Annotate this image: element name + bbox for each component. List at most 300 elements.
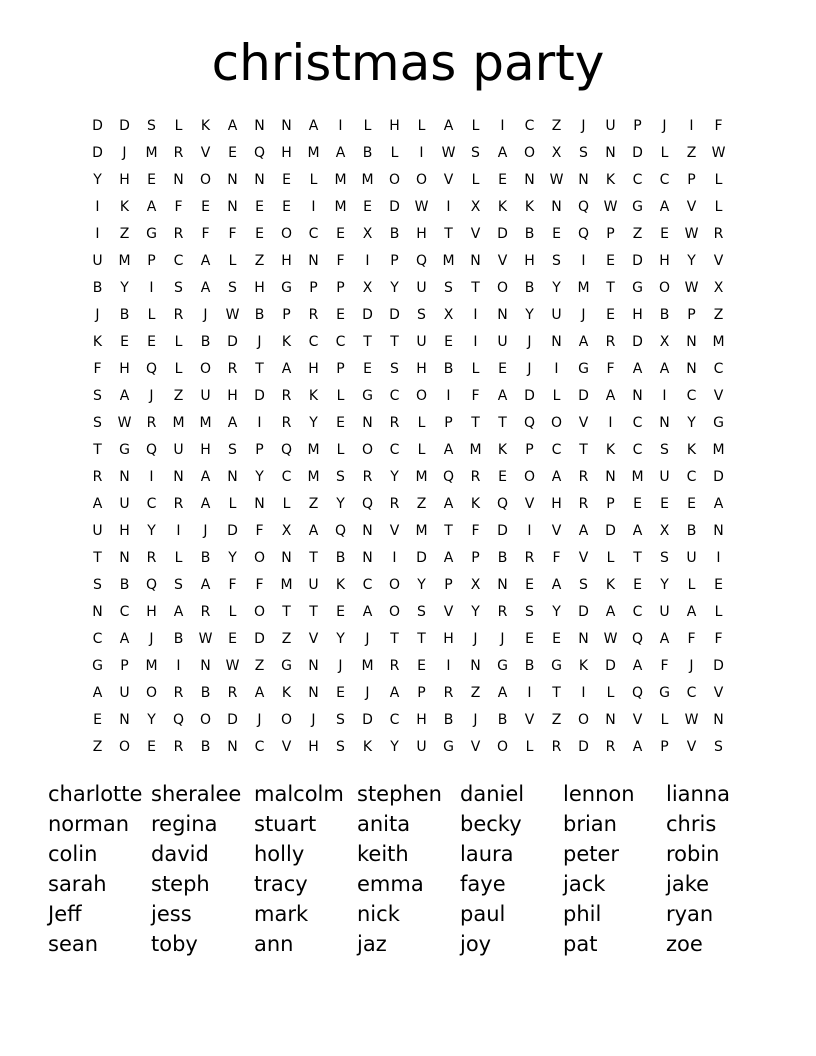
grid-letter: U (92, 252, 103, 269)
grid-letter: B (254, 306, 265, 323)
grid-letter: R (605, 333, 616, 350)
grid-letter: A (659, 360, 670, 377)
grid-row (84, 706, 734, 733)
grid-letter: I (149, 279, 154, 296)
word-list-item: sean (48, 932, 99, 956)
grid-letter: V (443, 171, 454, 188)
grid-letter: V (713, 684, 724, 701)
grid-letter: E (336, 603, 345, 620)
grid-letter: J (473, 711, 478, 728)
grid-letter: E (228, 144, 237, 161)
grid-letter: E (444, 333, 453, 350)
grid-letter: B (200, 549, 211, 566)
grid-letter: L (336, 387, 345, 404)
grid-letter: A (659, 198, 670, 215)
grid-letter: C (686, 387, 697, 404)
grid-letter: S (525, 603, 534, 620)
grid-letter: Q (523, 414, 536, 431)
grid-letter: J (527, 333, 532, 350)
grid-letter: U (686, 549, 697, 566)
word-list-item: joy (460, 932, 492, 956)
grid-letter: D (389, 198, 400, 215)
grid-letter: N (713, 522, 724, 539)
grid-letter: B (200, 684, 211, 701)
grid-letter: B (443, 360, 454, 377)
grid-letter: I (473, 333, 478, 350)
grid-row (84, 517, 734, 544)
grid-letter: C (389, 711, 400, 728)
grid-letter: J (365, 684, 370, 701)
grid-letter: H (416, 225, 427, 242)
grid-letter: C (632, 414, 643, 431)
grid-letter: H (254, 279, 265, 296)
grid-letter: C (308, 333, 319, 350)
grid-letter: K (308, 387, 319, 404)
grid-letter: L (687, 576, 696, 593)
grid-letter: A (173, 603, 184, 620)
grid-letter: A (200, 576, 211, 593)
grid-letter: X (659, 333, 670, 350)
word-list-item: colin (48, 842, 98, 866)
grid-letter: F (228, 225, 237, 242)
grid-letter: V (281, 738, 292, 755)
grid-letter: J (365, 630, 370, 647)
grid-letter: J (311, 711, 316, 728)
grid-letter: F (174, 198, 183, 215)
grid-letter: T (363, 333, 372, 350)
grid-letter: K (497, 441, 508, 458)
grid-letter: D (497, 225, 508, 242)
grid-letter: P (525, 441, 534, 458)
grid-letter: O (280, 225, 293, 242)
grid-letter: Q (145, 576, 158, 593)
word-list-item: sheralee (151, 782, 242, 806)
grid-letter: Z (254, 252, 265, 269)
grid-letter: E (147, 333, 156, 350)
grid-letter: U (551, 306, 562, 323)
grid-letter: A (713, 495, 724, 512)
grid-letter: A (200, 468, 211, 485)
grid-letter: A (659, 630, 670, 647)
grid-letter: U (416, 279, 427, 296)
grid-letter: H (659, 252, 670, 269)
grid-letter: V (443, 603, 454, 620)
grid-letter: R (173, 225, 184, 242)
grid-row (84, 139, 734, 166)
grid-letter: Q (442, 468, 455, 485)
grid-letter: Q (334, 522, 347, 539)
grid-letter: E (363, 360, 372, 377)
grid-letter: R (92, 468, 103, 485)
grid-letter: B (686, 522, 697, 539)
grid-letter: V (470, 738, 481, 755)
grid-letter: D (227, 333, 238, 350)
grid-letter: D (389, 306, 400, 323)
grid-row (84, 355, 734, 382)
grid-letter: T (471, 279, 480, 296)
word-list-item: jaz (357, 932, 387, 956)
grid-letter: F (201, 225, 210, 242)
grid-letter: L (174, 360, 183, 377)
grid-letter: A (308, 117, 319, 134)
grid-letter: N (578, 171, 589, 188)
grid-letter: E (147, 738, 156, 755)
grid-letter: K (362, 738, 373, 755)
grid-letter: L (417, 414, 426, 431)
word-list-item: ryan (666, 902, 714, 926)
grid-letter: T (498, 414, 507, 431)
grid-letter: H (416, 711, 427, 728)
grid-letter: P (120, 657, 129, 674)
grid-letter: W (198, 630, 213, 647)
grid-letter: Z (416, 495, 427, 512)
grid-letter: P (336, 360, 345, 377)
grid-letter: E (525, 630, 534, 647)
grid-letter: O (199, 360, 212, 377)
grid-letter: L (228, 603, 237, 620)
grid-letter: W (117, 414, 132, 431)
grid-letter: P (336, 279, 345, 296)
grid-letter: F (336, 252, 345, 269)
grid-letter: B (524, 225, 535, 242)
grid-letter: V (551, 522, 562, 539)
grid-letter: P (471, 549, 480, 566)
grid-letter: A (497, 144, 508, 161)
grid-letter: U (605, 117, 616, 134)
grid-letter: W (603, 630, 618, 647)
grid-letter: X (281, 522, 292, 539)
grid-letter: R (146, 414, 157, 431)
grid-letter: I (689, 117, 694, 134)
grid-letter: O (118, 738, 131, 755)
grid-letter: K (335, 576, 346, 593)
grid-letter: X (713, 279, 724, 296)
grid-letter: R (578, 495, 589, 512)
grid-letter: M (307, 468, 320, 485)
grid-letter: A (551, 468, 562, 485)
grid-letter: S (471, 144, 480, 161)
grid-letter: X (470, 198, 481, 215)
grid-letter: D (713, 468, 724, 485)
grid-letter: O (523, 468, 536, 485)
grid-letter: I (500, 117, 505, 134)
word-list-item: stephen (357, 782, 442, 806)
grid-letter: N (551, 333, 562, 350)
grid-letter: W (684, 279, 699, 296)
grid-letter: L (309, 171, 318, 188)
grid-letter: V (632, 711, 643, 728)
grid-letter: M (577, 279, 590, 296)
grid-letter: N (659, 414, 670, 431)
grid-letter: A (443, 441, 454, 458)
grid-letter: O (415, 387, 428, 404)
grid-letter: E (552, 630, 561, 647)
grid-letter: Z (713, 306, 724, 323)
grid-letter: B (524, 657, 535, 674)
grid-letter: S (228, 279, 237, 296)
grid-letter: T (606, 279, 615, 296)
grid-row (84, 652, 734, 679)
grid-letter: A (632, 738, 643, 755)
grid-letter: I (149, 468, 154, 485)
grid-letter: E (552, 225, 561, 242)
grid-letter: Z (551, 711, 562, 728)
grid-letter: C (173, 252, 184, 269)
grid-letter: E (282, 198, 291, 215)
grid-letter: V (524, 711, 535, 728)
grid-letter: B (119, 306, 130, 323)
grid-letter: B (497, 549, 508, 566)
grid-letter: Z (173, 387, 184, 404)
grid-letter: H (281, 144, 292, 161)
grid-letter: I (446, 387, 451, 404)
grid-letter: O (145, 684, 158, 701)
grid-letter: O (577, 711, 590, 728)
grid-letter: M (334, 171, 347, 188)
grid-letter: W (684, 711, 699, 728)
grid-letter: F (714, 117, 723, 134)
grid-letter: I (176, 657, 181, 674)
grid-letter: Y (255, 468, 264, 485)
grid-letter: S (417, 306, 426, 323)
grid-letter: V (524, 495, 535, 512)
grid-row (84, 733, 734, 760)
grid-letter: J (122, 144, 127, 161)
grid-letter: O (523, 144, 536, 161)
grid-letter: D (713, 657, 724, 674)
grid-row (84, 112, 734, 139)
grid-letter: F (606, 360, 615, 377)
grid-letter: P (687, 171, 696, 188)
grid-letter: C (632, 171, 643, 188)
word-list-item: laura (460, 842, 514, 866)
grid-letter: Q (577, 198, 590, 215)
grid-letter: R (713, 225, 724, 242)
grid-letter: E (201, 198, 210, 215)
grid-letter: V (686, 738, 697, 755)
grid-letter: V (686, 198, 697, 215)
grid-letter: K (605, 441, 616, 458)
grid-letter: K (281, 684, 292, 701)
grid-letter: N (362, 522, 373, 539)
grid-letter: G (281, 657, 292, 674)
grid-letter: W (549, 171, 564, 188)
grid-letter: W (684, 225, 699, 242)
grid-letter: R (389, 657, 400, 674)
grid-letter: J (203, 306, 208, 323)
grid-letter: M (334, 198, 347, 215)
word-list-item: charlotte (48, 782, 143, 806)
grid-letter: P (390, 252, 399, 269)
grid-letter: N (497, 576, 508, 593)
grid-letter: R (200, 603, 211, 620)
grid-letter: B (497, 711, 508, 728)
grid-letter: V (713, 252, 724, 269)
grid-letter: B (335, 549, 346, 566)
grid-row (84, 544, 734, 571)
grid-row (84, 220, 734, 247)
grid-letter: V (578, 414, 589, 431)
grid-letter: K (605, 171, 616, 188)
grid-letter: A (335, 144, 346, 161)
grid-letter: O (253, 549, 266, 566)
grid-letter: I (338, 117, 343, 134)
grid-letter: N (119, 468, 130, 485)
grid-row (84, 274, 734, 301)
grid-letter: L (174, 549, 183, 566)
grid-letter: Q (361, 495, 374, 512)
grid-letter: J (257, 711, 262, 728)
grid-letter: N (362, 414, 373, 431)
grid-letter: Y (309, 414, 318, 431)
grid-letter: Z (632, 225, 643, 242)
grid-letter: N (470, 252, 481, 269)
grid-letter: C (362, 576, 373, 593)
grid-letter: R (443, 684, 454, 701)
grid-letter: T (93, 441, 102, 458)
grid-letter: Y (417, 576, 426, 593)
grid-letter: I (662, 387, 667, 404)
grid-letter: H (308, 360, 319, 377)
grid-letter: L (552, 387, 561, 404)
grid-letter: V (497, 252, 508, 269)
grid-letter: L (390, 144, 399, 161)
grid-row (84, 625, 734, 652)
grid-letter: A (578, 333, 589, 350)
grid-letter: S (444, 279, 453, 296)
grid-letter: G (119, 441, 130, 458)
grid-letter: U (497, 333, 508, 350)
grid-letter: H (200, 441, 211, 458)
grid-letter: Y (552, 603, 561, 620)
grid-letter: S (552, 252, 561, 269)
grid-letter: V (578, 549, 589, 566)
grid-letter: I (527, 684, 532, 701)
grid-letter: N (308, 657, 319, 674)
grid-letter: F (660, 657, 669, 674)
grid-letter: C (335, 333, 346, 350)
word-list-item: jack (563, 872, 606, 896)
grid-letter: P (606, 495, 615, 512)
grid-letter: D (632, 252, 643, 269)
grid-letter: U (173, 441, 184, 458)
grid-letter: I (716, 549, 721, 566)
grid-letter: J (581, 306, 586, 323)
grid-letter: C (281, 468, 292, 485)
grid-letter: O (199, 711, 212, 728)
grid-letter: G (551, 657, 562, 674)
grid-letter: L (147, 306, 156, 323)
grid-letter: M (280, 576, 293, 593)
grid-letter: L (282, 495, 291, 512)
grid-letter: E (606, 252, 615, 269)
grid-letter: D (227, 522, 238, 539)
grid-letter: J (581, 117, 586, 134)
grid-letter: Y (471, 603, 480, 620)
grid-letter: S (390, 360, 399, 377)
grid-letter: Z (254, 657, 265, 674)
grid-letter: D (497, 522, 508, 539)
grid-letter: N (281, 549, 292, 566)
grid-letter: C (146, 495, 157, 512)
grid-letter: A (92, 684, 103, 701)
grid-letter: F (228, 576, 237, 593)
grid-letter: H (632, 306, 643, 323)
grid-letter: N (605, 711, 616, 728)
grid-letter: U (200, 387, 211, 404)
grid-letter: B (362, 144, 373, 161)
grid-letter: C (632, 603, 643, 620)
grid-letter: I (365, 252, 370, 269)
word-list-item: holly (254, 842, 305, 866)
grid-letter: A (92, 495, 103, 512)
grid-letter: Y (525, 306, 534, 323)
grid-row (84, 193, 734, 220)
grid-letter: P (309, 279, 318, 296)
grid-letter: V (713, 387, 724, 404)
grid-letter: K (686, 441, 697, 458)
word-list-item: faye (460, 872, 506, 896)
grid-letter: X (659, 522, 670, 539)
grid-letter: D (578, 603, 589, 620)
grid-letter: L (336, 441, 345, 458)
grid-letter: S (93, 576, 102, 593)
grid-row (84, 463, 734, 490)
grid-letter: O (415, 171, 428, 188)
grid-letter: B (200, 333, 211, 350)
grid-letter: K (470, 495, 481, 512)
grid-letter: Y (147, 711, 156, 728)
grid-letter: D (254, 630, 265, 647)
grid-letter: I (608, 414, 613, 431)
grid-letter: J (473, 630, 478, 647)
grid-letter: G (362, 387, 373, 404)
grid-letter: E (336, 306, 345, 323)
grid-letter: A (632, 657, 643, 674)
grid-letter: A (443, 117, 454, 134)
grid-letter: I (527, 522, 532, 539)
grid-letter: D (119, 117, 130, 134)
grid-letter: N (551, 198, 562, 215)
grid-letter: J (257, 333, 262, 350)
grid-letter: N (119, 711, 130, 728)
grid-letter: R (389, 414, 400, 431)
grid-letter: R (227, 684, 238, 701)
grid-letter: N (119, 549, 130, 566)
word-list-item: anita (357, 812, 411, 836)
grid-letter: B (659, 306, 670, 323)
grid-letter: P (444, 576, 453, 593)
grid-letter: N (254, 117, 265, 134)
grid-letter: K (200, 117, 211, 134)
grid-letter: A (443, 549, 454, 566)
grid-letter: A (497, 684, 508, 701)
grid-letter: W (441, 144, 456, 161)
grid-letter: S (660, 549, 669, 566)
grid-letter: E (255, 198, 264, 215)
grid-letter: R (173, 144, 184, 161)
grid-letter: R (173, 495, 184, 512)
grid-letter: E (255, 225, 264, 242)
grid-letter: N (686, 333, 697, 350)
grid-letter: J (149, 630, 154, 647)
grid-letter: E (282, 171, 291, 188)
grid-letter: J (500, 630, 505, 647)
grid-letter: L (606, 684, 615, 701)
grid-letter: A (632, 360, 643, 377)
grid-letter: D (578, 738, 589, 755)
grid-row (84, 301, 734, 328)
